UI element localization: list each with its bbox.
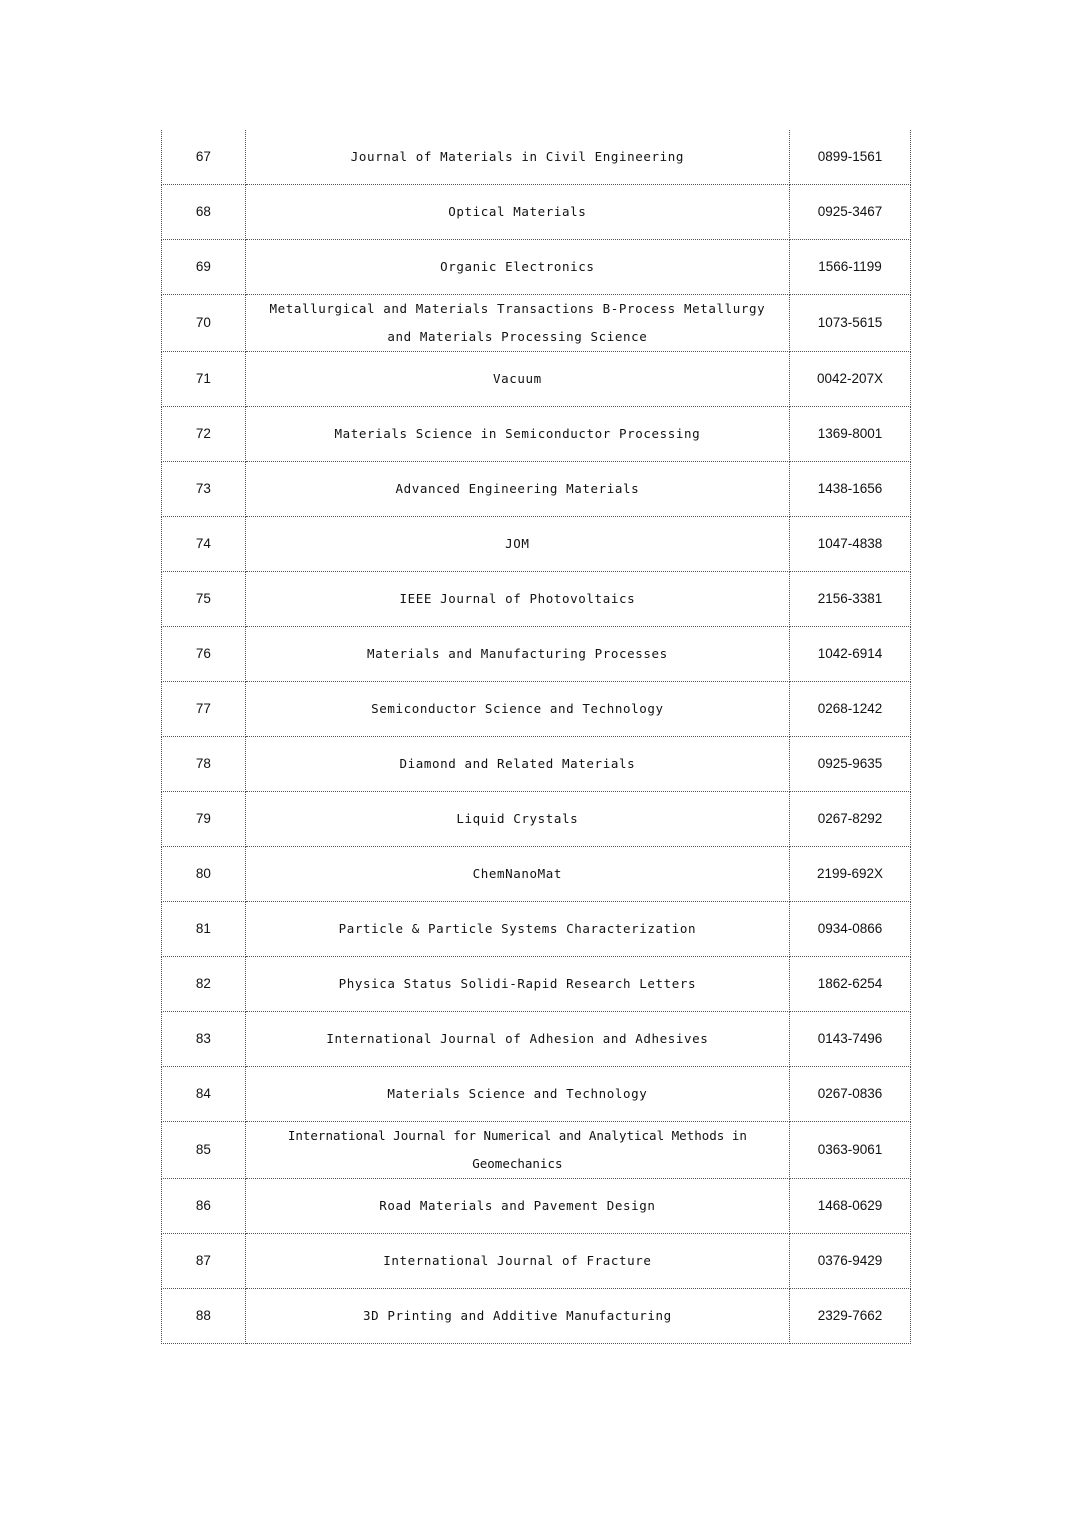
journal-issn: 0376-9429 — [789, 1234, 910, 1289]
journal-name: JOM — [245, 517, 789, 572]
table-row — [162, 847, 911, 902]
table-row — [162, 682, 911, 737]
journal-name: Physica Status Solidi-Rapid Research Letters — [245, 957, 789, 1012]
journal-name: International Journal of Fracture — [245, 1234, 789, 1289]
journal-issn: 0267-8292 — [789, 792, 910, 847]
journal-name: Road Materials and Pavement Design — [245, 1179, 789, 1234]
journal-issn: 1073-5615 — [789, 295, 910, 352]
table-row — [162, 792, 911, 847]
row-number: 76 — [162, 627, 246, 682]
journal-issn: 1369-8001 — [789, 407, 910, 462]
row-number: 82 — [162, 957, 246, 1012]
row-number: 77 — [162, 682, 246, 737]
row-number: 81 — [162, 902, 246, 957]
journal-issn: 2329-7662 — [789, 1289, 910, 1344]
table-row — [162, 185, 911, 240]
table-row — [162, 1234, 911, 1289]
journal-name: 3D Printing and Additive Manufacturing — [245, 1289, 789, 1344]
table-row — [162, 1122, 911, 1179]
journal-issn: 1438-1656 — [789, 462, 910, 517]
journal-name: Organic Electronics — [245, 240, 789, 295]
row-number: 86 — [162, 1179, 246, 1234]
row-number: 84 — [162, 1067, 246, 1122]
journal-name: IEEE Journal of Photovoltaics — [245, 572, 789, 627]
journal-issn: 0925-3467 — [789, 185, 910, 240]
table-row — [162, 737, 911, 792]
journal-name: Semiconductor Science and Technology — [245, 682, 789, 737]
journal-name: Vacuum — [245, 352, 789, 407]
table-row — [162, 352, 911, 407]
journal-name: Diamond and Related Materials — [245, 737, 789, 792]
journal-issn: 1042-6914 — [789, 627, 910, 682]
table-row — [162, 1289, 911, 1344]
table-row — [162, 902, 911, 957]
row-number: 70 — [162, 295, 246, 352]
table-row — [162, 295, 911, 352]
table-row — [162, 407, 911, 462]
row-number: 87 — [162, 1234, 246, 1289]
row-number: 68 — [162, 185, 246, 240]
table-row — [162, 572, 911, 627]
journal-issn: 0267-0836 — [789, 1067, 910, 1122]
journal-name: Materials Science and Technology — [245, 1067, 789, 1122]
journal-issn: 1468-0629 — [789, 1179, 910, 1234]
journal-issn: 0268-1242 — [789, 682, 910, 737]
journal-issn: 0934-0866 — [789, 902, 910, 957]
journal-name: Liquid Crystals — [245, 792, 789, 847]
table-row — [162, 240, 911, 295]
table-row — [162, 1179, 911, 1234]
journal-issn: 1862-6254 — [789, 957, 910, 1012]
journal-issn: 0143-7496 — [789, 1012, 910, 1067]
journal-issn: 1047-4838 — [789, 517, 910, 572]
row-number: 74 — [162, 517, 246, 572]
row-number: 67 — [162, 130, 246, 185]
journal-name: International Journal of Adhesion and Adhesives — [245, 1012, 789, 1067]
journal-issn: 0899-1561 — [789, 130, 910, 185]
table-row — [162, 1012, 911, 1067]
journal-name: Materials Science in Semiconductor Processing — [245, 407, 789, 462]
row-number: 85 — [162, 1122, 246, 1179]
row-number: 69 — [162, 240, 246, 295]
journal-issn: 0042-207X — [789, 352, 910, 407]
row-number: 72 — [162, 407, 246, 462]
journal-issn: 0925-9635 — [789, 737, 910, 792]
journal-issn: 2199-692X — [789, 847, 910, 902]
row-number: 79 — [162, 792, 246, 847]
journal-name: Optical Materials — [245, 185, 789, 240]
row-number: 73 — [162, 462, 246, 517]
table-row — [162, 1067, 911, 1122]
row-number: 71 — [162, 352, 246, 407]
table-row — [162, 627, 911, 682]
journal-issn: 2156-3381 — [789, 572, 910, 627]
table-row — [162, 462, 911, 517]
journal-name: Metallurgical and Materials Transactions B-Process Metallurgy and Materials Processing Science — [245, 295, 789, 352]
journal-table — [161, 130, 911, 1344]
journal-issn: 1566-1199 — [789, 240, 910, 295]
row-number: 88 — [162, 1289, 246, 1344]
journal-name: Journal of Materials in Civil Engineering — [245, 130, 789, 185]
journal-name: ChemNanoMat — [245, 847, 789, 902]
table-row — [162, 130, 911, 185]
row-number: 80 — [162, 847, 246, 902]
journal-name: Materials and Manufacturing Processes — [245, 627, 789, 682]
journal-name: Particle & Particle Systems Characterization — [245, 902, 789, 957]
table-row — [162, 957, 911, 1012]
row-number: 83 — [162, 1012, 246, 1067]
row-number: 75 — [162, 572, 246, 627]
journal-issn: 0363-9061 — [789, 1122, 910, 1179]
table-row — [162, 517, 911, 572]
row-number: 78 — [162, 737, 246, 792]
journal-name: International Journal for Numerical and Analytical Methods in Geomechanics — [245, 1122, 789, 1179]
journal-name: Advanced Engineering Materials — [245, 462, 789, 517]
